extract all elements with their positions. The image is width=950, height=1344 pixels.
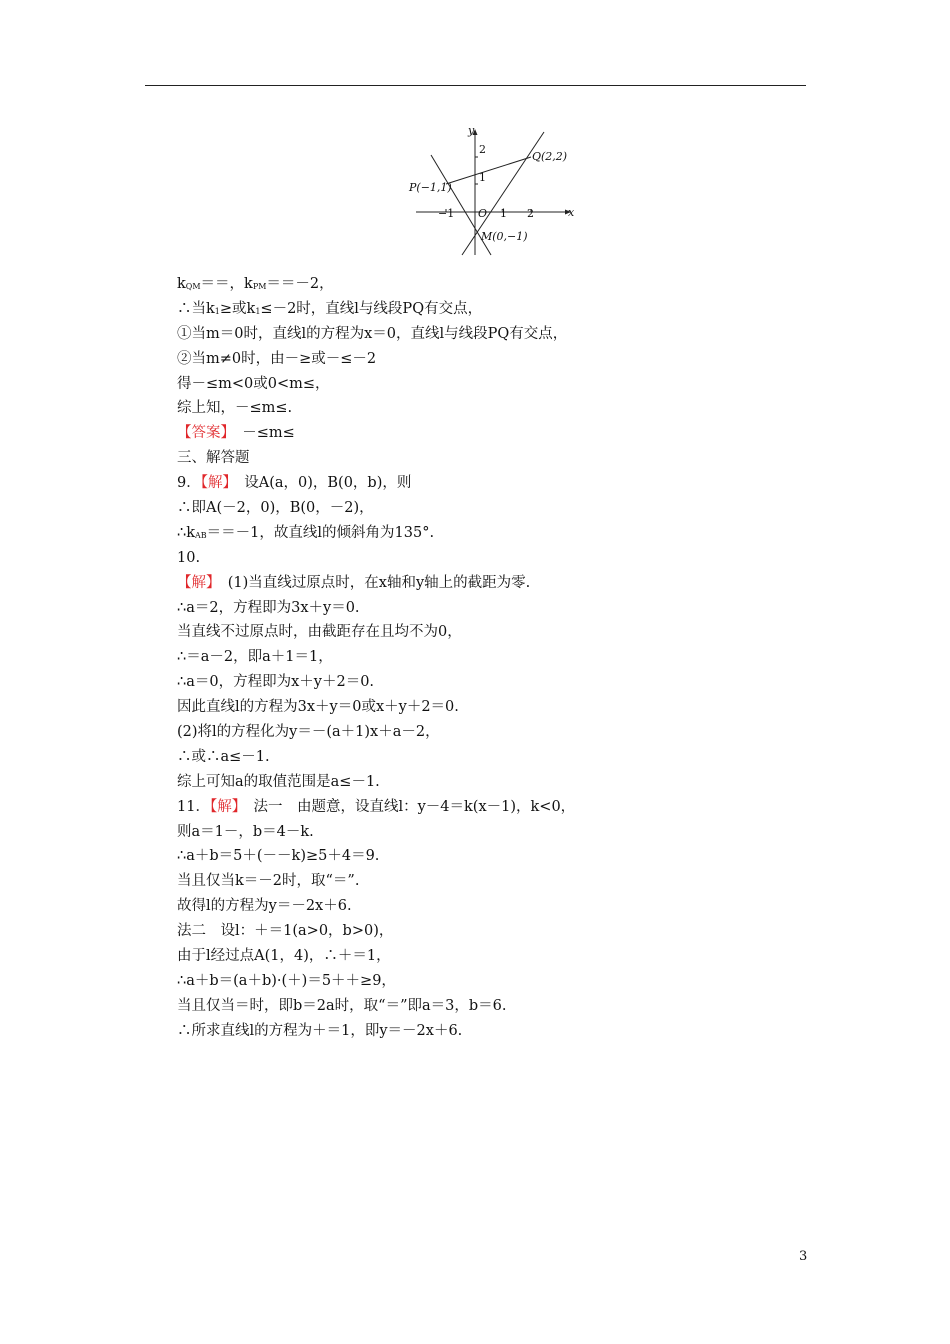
axis-x-label: x (568, 206, 575, 219)
text-run: ∴a＋b＝5＋(－－k)≥5＋4＝9. (177, 848, 380, 865)
text-line (177, 421, 817, 446)
text-line (177, 820, 817, 845)
page-number: 3 (799, 1249, 808, 1264)
coordinate-figure (400, 120, 585, 260)
point-q-label: Q(2,2) (532, 150, 568, 163)
text-run: ∴a＝2，方程即为3x＋y＝0. (177, 599, 360, 616)
text-line (177, 496, 817, 521)
text-line (177, 670, 817, 695)
text-run: ＝＝－2， (266, 276, 334, 292)
text-line (177, 620, 817, 645)
text-run: ∴a＋b＝(a＋b)·(＋)＝5＋＋≥9， (177, 972, 396, 989)
text-run: 11． (177, 798, 210, 815)
tick-x-1-label: 1 (500, 207, 507, 220)
subscript: QM (185, 282, 201, 291)
answer-marker: 【解】 (209, 798, 239, 815)
text-line (177, 596, 817, 621)
text-run: ∴或∴a≤－1. (177, 748, 270, 765)
tick-y-2-label: 2 (479, 143, 486, 156)
text-line (177, 446, 817, 471)
text-run: ①当m＝0时，直线l的方程为x＝0，直线l与线段PQ有交点， (177, 325, 568, 342)
text-run: 由于l经过点A(1，4)，∴＋＝1， (177, 948, 391, 965)
text-line (177, 969, 817, 994)
point-m-label: M(0,−1) (481, 230, 528, 243)
text-line (177, 521, 817, 546)
text-line (177, 919, 817, 944)
solution-body (177, 272, 817, 1044)
text-run: ②当m≠0时，由－≥或－≤－2 (177, 350, 377, 367)
text-run: 综上可知a的取值范围是a≤－1. (177, 773, 380, 790)
text-run: 三、解答题 (177, 450, 250, 467)
text-run: 综上知，－≤m≤. (177, 400, 293, 417)
text-run: ∴＝a－2，即a＋1＝1， (177, 649, 333, 666)
text-run: ∴即A(－2，0)，B(0，－2)， (177, 500, 374, 517)
text-run: ∴k (177, 524, 196, 541)
text-line (177, 272, 817, 297)
text-run: ≤－2时，直线l与线段PQ有交点， (260, 300, 483, 317)
text-run: ≥或k (219, 300, 256, 317)
text-line (177, 471, 817, 496)
text-run: 当直线不过原点时，由截距存在且均不为0， (177, 624, 462, 641)
header-rule (145, 85, 806, 86)
answer-marker: 【解】 (177, 574, 214, 591)
text-run: 设A(a，0)，B(0，b)，则 (229, 475, 412, 492)
text-line (177, 770, 817, 795)
text-run: ＝＝，k (200, 276, 253, 292)
text-run: ∴a＝0，方程即为x＋y＋2＝0. (177, 674, 375, 691)
subscript: 1 (255, 306, 261, 316)
text-line (177, 347, 817, 372)
text-line (177, 745, 817, 770)
text-run: ∴所求直线l的方程为＋＝1，即y＝－2x＋6. (177, 1022, 463, 1039)
text-line (177, 396, 817, 421)
text-run: 得－≤m<0或0<m≤， (177, 375, 330, 392)
text-run: 法一 由题意，设直线l：y－4＝k(x－1)，k<0， (238, 798, 576, 815)
tick-y-1-label: 1 (479, 171, 486, 184)
subscript: AB (195, 530, 207, 540)
text-run: k (177, 276, 186, 292)
text-run: 当且仅当＝时，即b＝2a时，取“＝”即a＝3，b＝6. (177, 997, 507, 1014)
text-line (177, 645, 817, 670)
text-run: (1)当直线过原点时，在x轴和y轴上的截距为零. (213, 574, 531, 591)
text-run: ＝＝－1，故直线l的倾斜角为135°. (206, 524, 435, 541)
text-run: 法二 设l：＋＝1(a>0，b>0)， (177, 923, 394, 940)
text-line (177, 894, 817, 919)
text-line (177, 297, 817, 322)
axis-y-label: y (468, 124, 475, 137)
text-run: 故得l的方程为y＝－2x＋6. (177, 898, 352, 915)
text-line (177, 720, 817, 745)
tick-x-2-label: 2 (527, 207, 534, 220)
text-run: 9． (177, 475, 201, 492)
tick-x-neg1-label: −1 (438, 207, 455, 220)
text-line (177, 1019, 817, 1044)
text-run: (2)将l的方程化为y＝－(a＋1)x＋a－2， (177, 724, 440, 741)
text-line (177, 322, 817, 347)
text-line (177, 944, 817, 969)
text-run: 当且仅当k＝－2时，取“＝”. (177, 873, 360, 890)
subscript: PM (252, 282, 267, 291)
text-run: 10. (177, 549, 201, 566)
text-line (177, 869, 817, 894)
text-line (177, 695, 817, 720)
text-run: －≤m≤ (227, 425, 295, 442)
subscript: 1 (214, 306, 220, 316)
text-line (177, 994, 817, 1019)
text-line (177, 372, 817, 397)
text-run: ∴当k (177, 300, 215, 317)
text-run: 则a＝1－，b＝4－k. (177, 823, 314, 840)
text-line (177, 546, 817, 571)
text-line (177, 571, 817, 596)
origin-label: O (478, 207, 488, 220)
point-p-label: P(−1,1) (409, 181, 452, 194)
text-run: 因此直线l的方程为3x＋y＝0或x＋y＋2＝0. (177, 699, 459, 716)
text-line (177, 795, 817, 820)
text-line (177, 844, 817, 869)
answer-marker: 【答案】 (177, 425, 228, 442)
answer-marker: 【解】 (200, 475, 230, 492)
